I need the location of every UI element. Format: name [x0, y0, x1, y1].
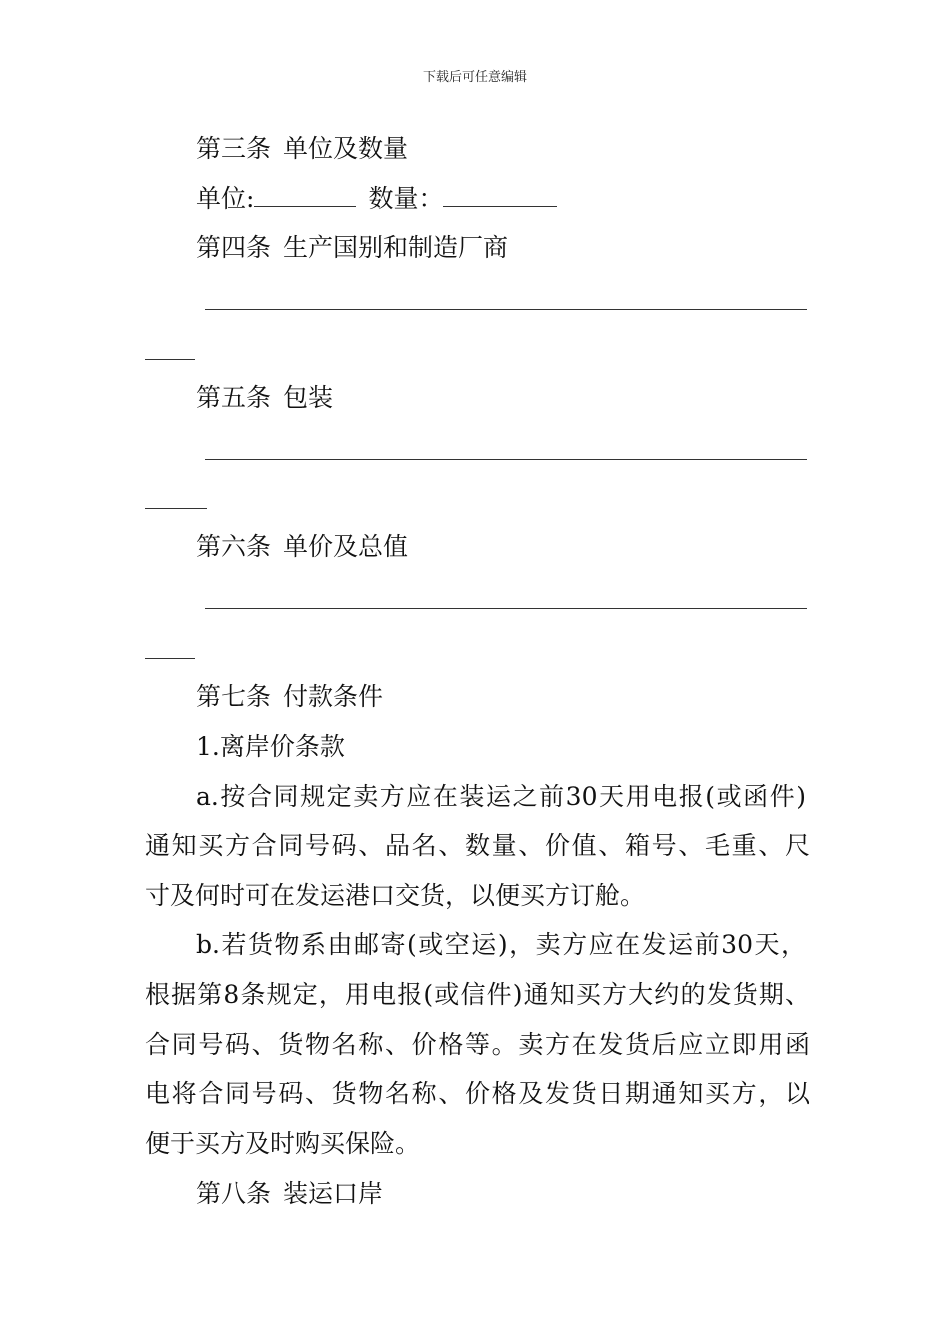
clause-1-heading: 1.离岸价条款 [196, 732, 345, 761]
clause-b-line: 根据第8条规定，用电报(或信件)通知买方大约的发货期、 [145, 980, 810, 1009]
article-title: 单位及数量 [283, 134, 409, 163]
article-4-heading [196, 233, 861, 263]
fill-in-line-continuation[interactable] [145, 359, 195, 360]
article-number: 第六条 [196, 532, 272, 561]
article-title: 生产国别和制造厂商 [283, 233, 509, 262]
article-title: 付款条件 [283, 682, 384, 711]
unit-label: 单位: [196, 184, 255, 213]
clause-b-line: b.若货物系由邮寄(或空运)，卖方应在发运前30天， [196, 930, 806, 959]
fill-in-line[interactable] [205, 608, 807, 609]
clause-a-line: 寸及何时可在发运港口交货，以便买方订舱。 [145, 881, 646, 910]
fill-in-line-continuation[interactable] [145, 508, 207, 509]
article-title: 包装 [283, 383, 334, 412]
clause-b-line: 便于买方及时购买保险。 [145, 1129, 421, 1158]
clause-a-line: a.按合同规定卖方应在装运之前30天用电报(或函件) [196, 782, 806, 811]
article-3-heading [196, 134, 861, 164]
article-title: 装运口岸 [283, 1179, 384, 1208]
article-8-heading [196, 1179, 861, 1209]
article-7-heading [196, 682, 861, 712]
fill-in-line[interactable] [205, 309, 807, 310]
clause-a-line: 通知买方合同号码、品名、数量、价值、箱号、毛重、尺 [145, 831, 810, 860]
unit-quantity-row [196, 184, 861, 214]
article-6-heading [196, 532, 861, 562]
article-number: 第三条 [196, 134, 272, 163]
clause-b-line: 电将合同号码、货物名称、价格及发货日期通知买方，以 [145, 1079, 810, 1108]
unit-blank[interactable] [254, 184, 356, 207]
article-title: 单价及总值 [283, 532, 409, 561]
quantity-label: 数量： [368, 184, 444, 213]
quantity-blank[interactable] [443, 184, 557, 207]
page-header: 下载后可任意编辑 [422, 70, 527, 85]
fill-in-line[interactable] [205, 459, 807, 460]
article-number: 第七条 [196, 682, 272, 711]
fill-in-line-continuation[interactable] [145, 658, 195, 659]
article-5-heading [196, 383, 861, 413]
article-number: 第五条 [196, 383, 272, 412]
article-number: 第八条 [196, 1179, 272, 1208]
article-number: 第四条 [196, 233, 272, 262]
clause-b-line: 合同号码、货物名称、价格等。卖方在发货后应立即用函 [145, 1030, 810, 1059]
